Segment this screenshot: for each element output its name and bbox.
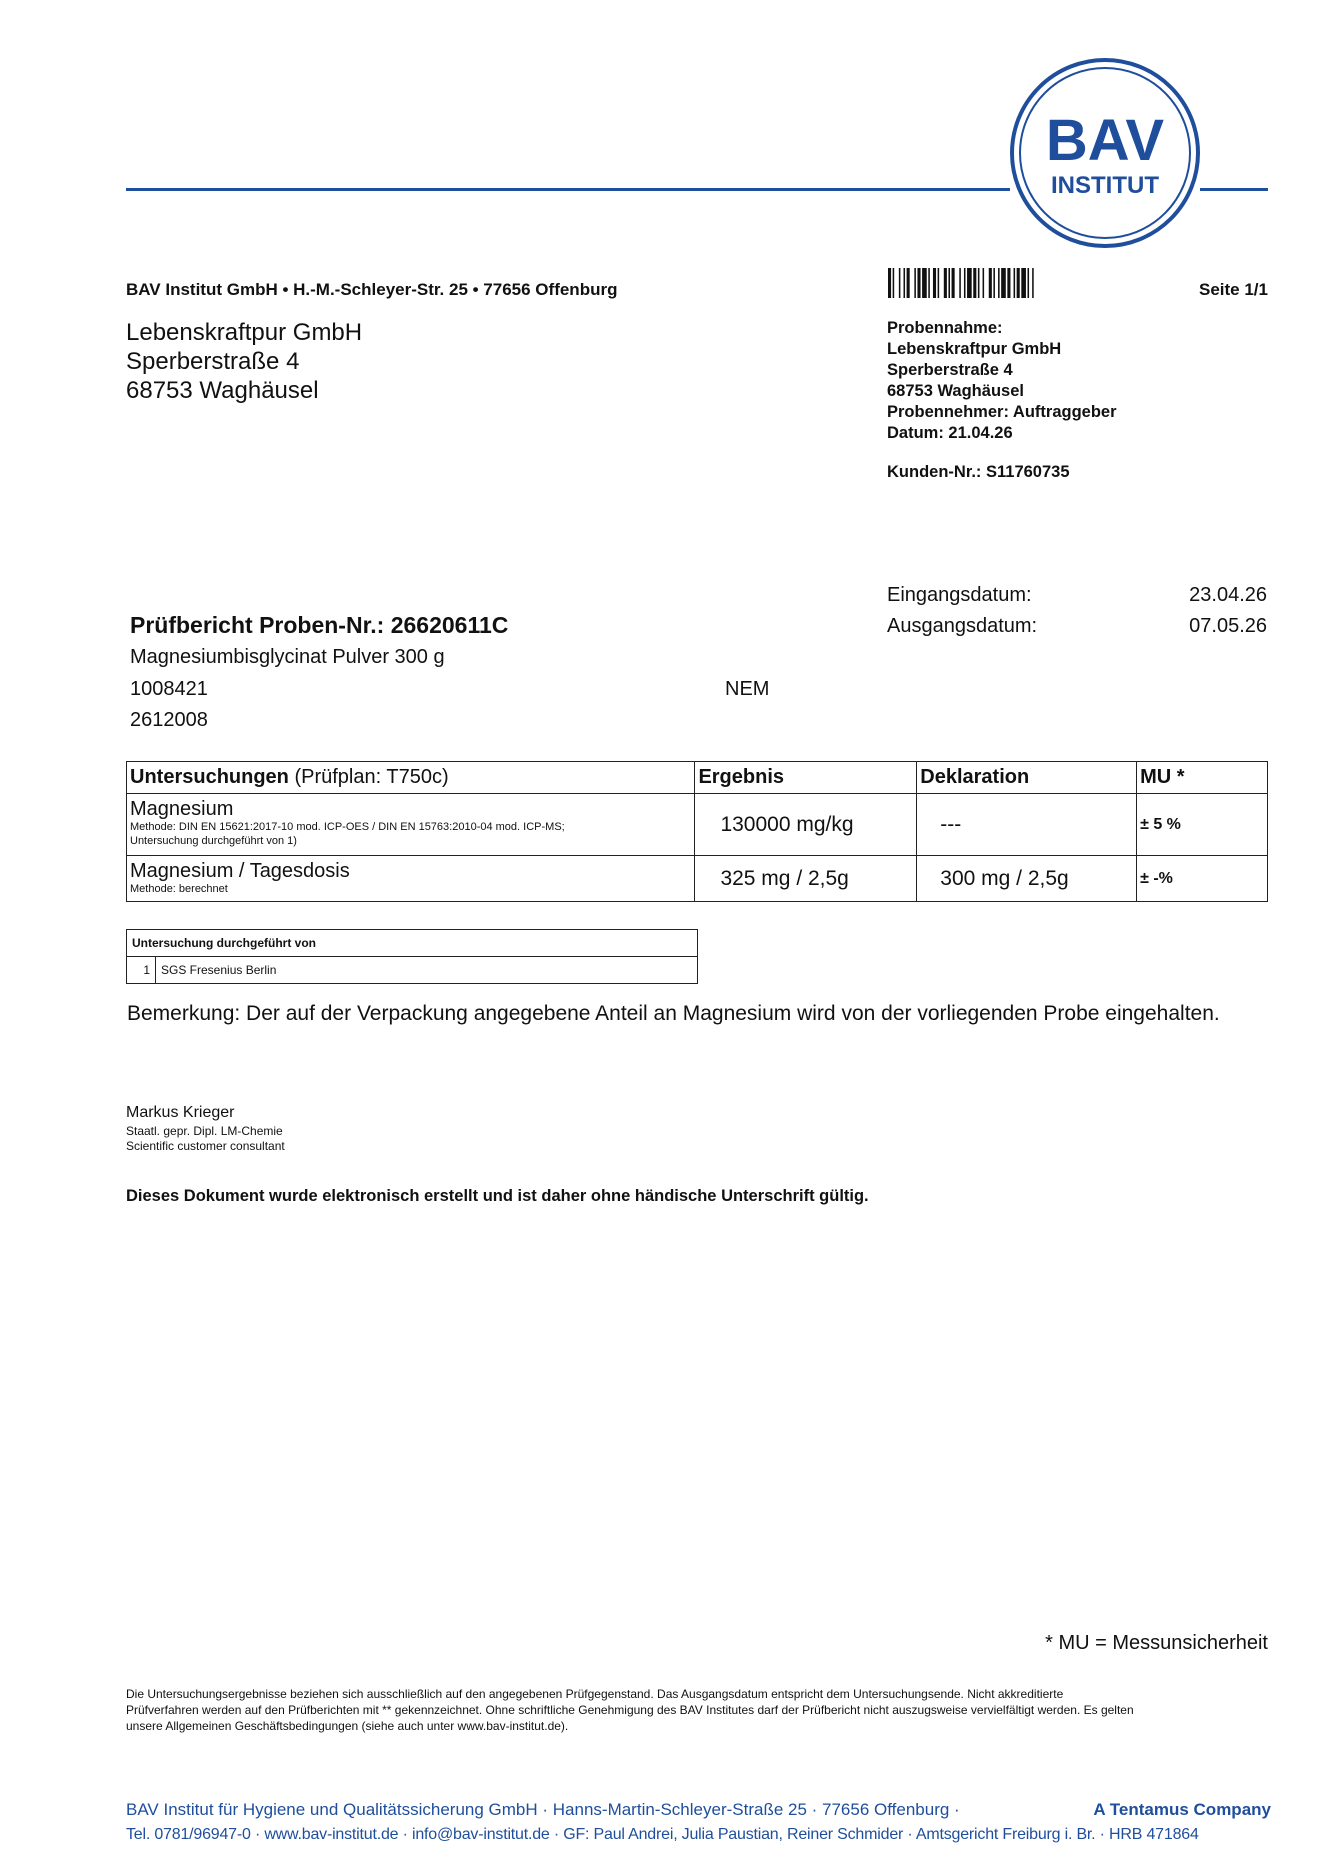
remark: Bemerkung: Der auf der Verpackung angegebene Anteil an Magnesium wird von der vorliegenden Probe eingehalten. [127, 1002, 1220, 1025]
report-title: Prüfbericht Proben-Nr.: 26620611C [130, 612, 509, 638]
sampling-info [887, 318, 1117, 444]
logo-text-bav: BAV [1045, 108, 1165, 173]
electronic-note: Dieses Dokument wurde elektronisch erstellt und ist daher ohne händische Unterschrift gültig. [126, 1187, 869, 1205]
test-result [695, 856, 917, 902]
barcode-bar [998, 268, 1000, 298]
recipient-city: 68753 Waghäusel [126, 377, 319, 404]
report-category: NEM [725, 678, 770, 700]
sampling-city: 68753 Waghäusel [887, 382, 1024, 400]
test-declaration [917, 794, 1137, 856]
test-name: Magnesium / Tagesdosis [130, 860, 350, 882]
barcode-bar [967, 268, 972, 298]
barcode-bar [914, 268, 916, 298]
bav-institut-logo [1008, 56, 1202, 250]
barcode-bar [959, 268, 961, 298]
barcode-bar [1028, 268, 1030, 298]
barcode-bar [1032, 268, 1034, 298]
footer-company-tag: A Tentamus Company [1093, 1800, 1271, 1819]
col-header-test-plan: (Prüfplan: T750c) [288, 766, 449, 788]
lab-number: 1 [127, 957, 156, 984]
lab-header-row [127, 930, 698, 957]
received-date-value: 23.04.26 [1189, 584, 1267, 606]
sampling-sampler: Probennehmer: Auftraggeber [887, 403, 1117, 421]
barcode-bar [952, 268, 955, 298]
barcode-bar [978, 268, 980, 298]
sender-address-line: BAV Institut GmbH • H.-M.-Schleyer-Str. 25 • 77656 Offenburg [126, 280, 618, 299]
barcode [888, 268, 1114, 298]
report-product: Magnesiumbisglycinat Pulver 300 g [130, 646, 445, 668]
barcode-bar [944, 268, 947, 298]
issued-date-label: Ausgangsdatum: [887, 615, 1038, 637]
test-cell [127, 856, 695, 902]
barcode-bar [1017, 268, 1020, 298]
test-declaration [917, 856, 1137, 902]
sampling-company: Lebenskraftpur GmbH [887, 340, 1062, 358]
barcode-bar [1021, 268, 1026, 298]
recipient-company: Lebenskraftpur GmbH [126, 319, 363, 346]
barcode-bar [983, 268, 985, 298]
issued-date-value: 07.05.26 [1189, 615, 1267, 637]
test-name: Magnesium [130, 798, 234, 820]
disclaimer-line: Die Untersuchungsergebnisse beziehen sich ausschließlich auf den angegebenen Prüfgegenstand. Das Ausgangsdatum entspricht dem Untersuchungsende. Nicht akkreditierte [126, 1687, 1064, 1701]
results-header-row [127, 762, 1268, 794]
lab-table [126, 929, 698, 984]
barcode-bar [1001, 268, 1006, 298]
signer-name: Markus Krieger [126, 1104, 235, 1121]
barcode-bar [1007, 268, 1010, 298]
barcode-bar [899, 268, 901, 298]
sampling-street: Sperberstraße 4 [887, 361, 1013, 379]
report-dates [887, 580, 1267, 642]
test-result-value: 325 mg / 2,5g [720, 866, 849, 890]
test-mu: ± -% [1137, 856, 1268, 902]
signer-role: Scientific customer consultant [126, 1139, 285, 1153]
report-article-number: 1008421 [130, 678, 208, 700]
received-date-row [887, 580, 1267, 611]
barcode-bar [907, 268, 910, 298]
col-header-mu: MU * [1137, 762, 1268, 794]
recipient-address [126, 318, 362, 405]
test-declaration-value: --- [940, 812, 962, 836]
barcode-bar [1014, 268, 1016, 298]
results-table [126, 761, 1268, 902]
customer-number: Kunden-Nr.: S11760735 [887, 463, 1070, 481]
recipient-street: Sperberstraße 4 [126, 348, 300, 375]
issued-date-row [887, 611, 1267, 642]
barcode-bar [904, 268, 906, 298]
table-row [127, 856, 1268, 902]
col-header-test-label: Untersuchungen [130, 766, 289, 788]
header-rule-right [1200, 188, 1268, 191]
signer-title: Staatl. gepr. Dipl. LM-Chemie [126, 1124, 283, 1138]
test-declaration-value: 300 mg / 2,5g [940, 866, 1069, 890]
header-rule-left [126, 188, 1010, 191]
test-method [130, 820, 691, 848]
barcode-bar [917, 268, 920, 298]
table-row [127, 957, 698, 984]
mu-footnote: * MU = Messunsicherheit [1045, 1632, 1268, 1654]
test-result-value: 130000 mg/kg [720, 812, 854, 836]
lab-name: SGS Fresenius Berlin [156, 957, 698, 984]
barcode-bar [933, 268, 936, 298]
lab-header: Untersuchung durchgeführt von [127, 930, 698, 957]
test-method: Methode: berechnet [130, 883, 228, 895]
barcode-bar [893, 268, 895, 298]
footer-contact: Tel. 0781/96947-0 · www.bav-institut.de · info@bav-institut.de · GF: Paul Andrei, Julia Paustian, Reiner Schmider · Amtsgericht Freiburg i. Br. · HRB 471864 [126, 1826, 1199, 1843]
disclaimer-line: unsere Allgemeinen Geschäftsbedingungen (siehe auch unter www.bav-institut.de). [126, 1719, 569, 1733]
table-row [127, 794, 1268, 856]
sampling-date: Datum: 21.04.26 [887, 424, 1013, 442]
barcode-bar [964, 268, 966, 298]
sampling-label: Probennahme: [887, 319, 1003, 337]
barcode-bar [993, 268, 995, 298]
col-header-result: Ergebnis [695, 762, 917, 794]
barcode-bar [989, 268, 992, 298]
footer-address [126, 1800, 1271, 1820]
test-result [695, 794, 917, 856]
barcode-bar [973, 268, 976, 298]
col-header-test [127, 762, 695, 794]
logo-text-institut: INSTITUT [1051, 172, 1159, 199]
footer-company-address: BAV Institut für Hygiene und Qualitätssicherung GmbH · Hanns-Martin-Schleyer-Straße 25 · 77656 Offenburg · [126, 1800, 960, 1819]
test-method-line-1: Methode: DIN EN 15621:2017-10 mod. ICP-OES / DIN EN 15763:2010-04 mod. ICP-MS; [130, 821, 565, 833]
page-number: Seite 1/1 [1199, 280, 1268, 299]
test-mu: ± 5 % [1137, 794, 1268, 856]
disclaimer [126, 1686, 1271, 1734]
report-batch-number: 2612008 [130, 709, 208, 731]
barcode-bar [888, 268, 891, 298]
disclaimer-line: Prüfverfahren werden auf den Prüfberichten mit ** gekennzeichnet. Ohne schriftliche Genehmigung des BAV Institutes darf der Prüfbericht nicht auszugsweise vervielfältigt werden. Es gelten [126, 1703, 1134, 1717]
barcode-bar [922, 268, 927, 298]
test-method-line-2: Untersuchung durchgeführt von 1) [130, 835, 297, 847]
col-header-declaration: Deklaration [917, 762, 1137, 794]
barcode-bar [948, 268, 950, 298]
received-date-label: Eingangsdatum: [887, 584, 1032, 606]
barcode-bar [928, 268, 930, 298]
test-cell [127, 794, 695, 856]
barcode-bar [938, 268, 940, 298]
